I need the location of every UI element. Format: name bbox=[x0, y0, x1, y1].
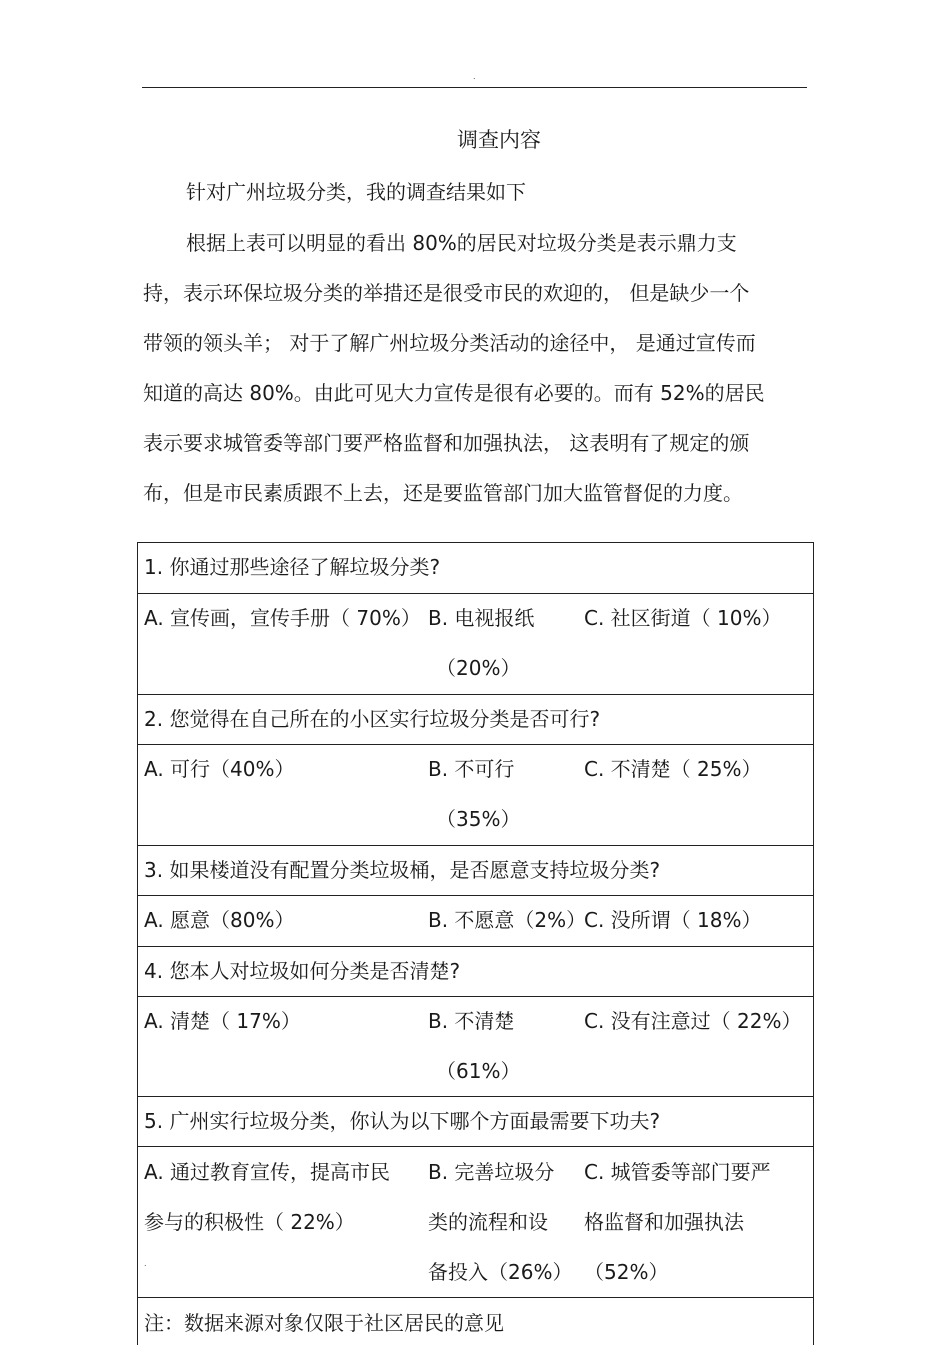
option-b-line2: 类的流程和设 bbox=[428, 1210, 548, 1234]
option-c: C. 没所谓（ 18%） bbox=[584, 908, 762, 932]
option-c: C. 不清楚（ 25%） bbox=[584, 757, 762, 781]
question-text: 5. 广州实行垃圾分类，你认为以下哪个方面最需要下功夫? bbox=[144, 1109, 661, 1133]
question-row-4 bbox=[138, 947, 813, 997]
option-c: C. 没有注意过（ 22%） bbox=[584, 1009, 802, 1033]
analysis-line: 表示要求城管委等部门要严格监督和加强执法， 这表明有了规定的颁 bbox=[143, 431, 750, 455]
header-rule bbox=[142, 87, 807, 88]
header-dot: . bbox=[473, 72, 476, 81]
option-b-percent: （20%） bbox=[436, 656, 521, 680]
analysis-line: 布，但是市民素质跟不上去，还是要监管部门加大监管督促的力度。 bbox=[143, 481, 743, 505]
option-a: A. 宣传画，宣传手册（ 70%） bbox=[144, 606, 421, 630]
question-row-1 bbox=[138, 543, 813, 594]
intro-text: 针对广州垃圾分类，我的调查结果如下 bbox=[186, 180, 526, 204]
question-text: 1. 你通过那些途径了解垃圾分类? bbox=[144, 555, 441, 579]
option-b: B. 不愿意（2%） bbox=[428, 908, 587, 932]
question-row-5 bbox=[138, 1097, 813, 1147]
option-c-line3: （52%） bbox=[584, 1260, 669, 1284]
data-source-note: 注：数据来源对象仅限于社区居民的意见 bbox=[144, 1311, 504, 1335]
option-c: C. 城管委等部门要严 bbox=[584, 1160, 771, 1184]
answer-row-3 bbox=[138, 896, 813, 947]
question-row-2 bbox=[138, 695, 813, 745]
option-a: A. 通过教育宣传，提高市民 bbox=[144, 1160, 391, 1184]
option-b: B. 不可行 bbox=[428, 757, 515, 781]
answer-row-5 bbox=[138, 1147, 813, 1298]
analysis-line: 带领的领头羊； 对于了解广州垃圾分类活动的途径中， 是通过宣传而 bbox=[143, 331, 756, 355]
note-row bbox=[138, 1298, 813, 1346]
option-c: C. 社区街道（ 10%） bbox=[584, 606, 782, 630]
option-a: A. 可行（40%） bbox=[144, 757, 295, 781]
option-a: A. 愿意（80%） bbox=[144, 908, 295, 932]
question-row-3 bbox=[138, 846, 813, 896]
answer-row-1 bbox=[138, 594, 813, 695]
option-b-percent: （61%） bbox=[436, 1059, 521, 1083]
option-b: B. 完善垃圾分 bbox=[428, 1160, 555, 1184]
question-text: 4. 您本人对垃圾如何分类是否清楚? bbox=[144, 959, 461, 983]
analysis-line: 持，表示环保垃圾分类的举措还是很受市民的欢迎的， 但是缺少一个 bbox=[143, 281, 750, 305]
option-b-line3: 备投入（26%） bbox=[428, 1260, 573, 1284]
stray-dot: . bbox=[144, 1259, 147, 1268]
option-b: B. 不清楚 bbox=[428, 1009, 515, 1033]
option-c-line2: 格监督和加强执法 bbox=[584, 1210, 744, 1234]
option-a-line2: 参与的积极性（ 22%） bbox=[144, 1210, 355, 1234]
page-title: 调查内容 bbox=[457, 128, 541, 152]
option-b: B. 电视报纸 bbox=[428, 606, 535, 630]
option-b-percent: （35%） bbox=[436, 807, 521, 831]
answer-row-4 bbox=[138, 997, 813, 1097]
survey-table bbox=[137, 542, 814, 1345]
analysis-line: 根据上表可以明显的看出 80%的居民对垃圾分类是表示鼎力支 bbox=[186, 231, 737, 255]
question-text: 2. 您觉得在自己所在的小区实行垃圾分类是否可行? bbox=[144, 707, 601, 731]
analysis-line: 知道的高达 80%。由此可见大力宣传是很有必要的。而有 52%的居民 bbox=[143, 381, 765, 405]
question-text: 3. 如果楼道没有配置分类垃圾桶，是否愿意支持垃圾分类? bbox=[144, 858, 661, 882]
option-a: A. 清楚（ 17%） bbox=[144, 1009, 301, 1033]
answer-row-2 bbox=[138, 745, 813, 846]
